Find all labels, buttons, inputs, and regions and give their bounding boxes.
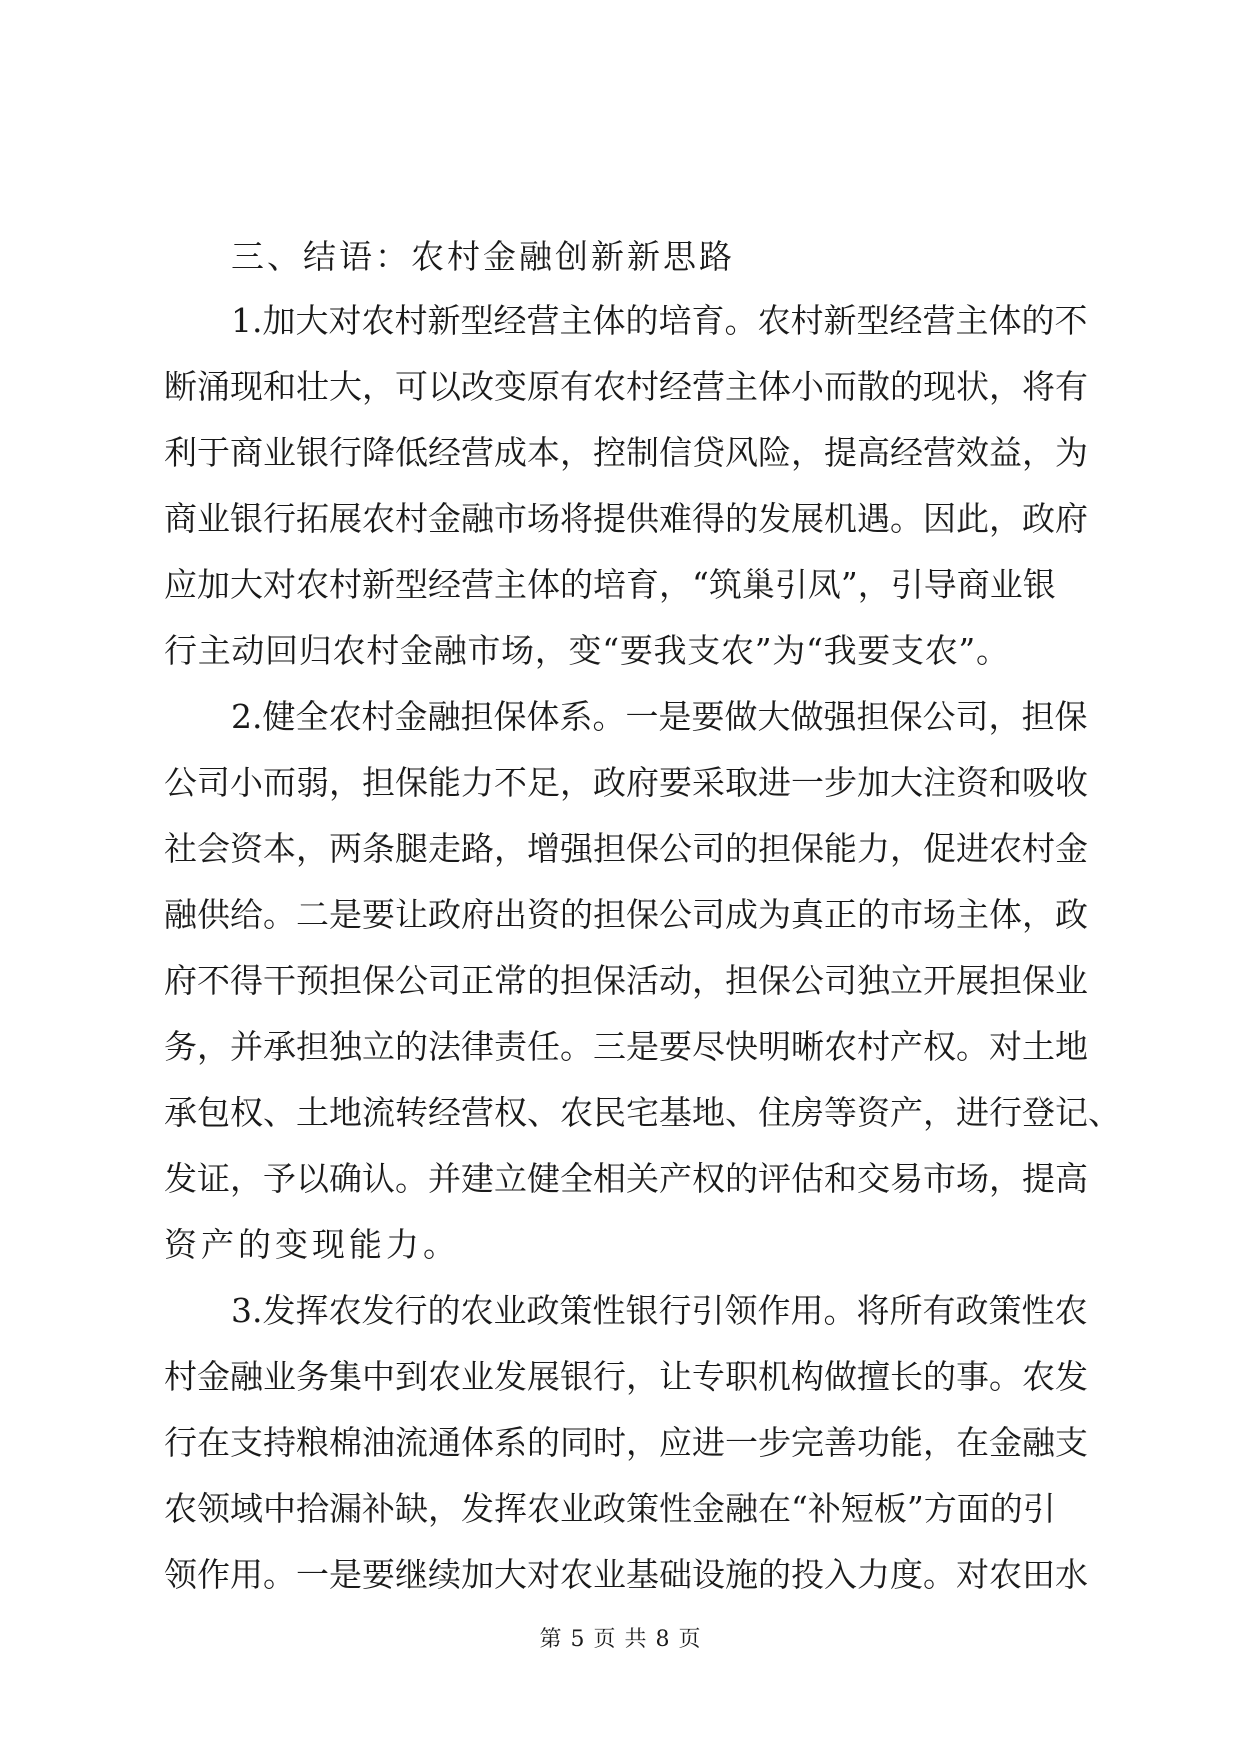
paragraph-2-line-1: 2.健全农村金融担保体系。一是要做大做强担保公司，担保 xyxy=(231,697,1088,736)
paragraph-3-line-3: 行在支持粮棉油流通体系的同时，应进一步完善功能，在金融支 xyxy=(164,1423,1088,1462)
paragraph-3-line-1: 3.发挥农发行的农业政策性银行引领作用。将所有政策性农 xyxy=(231,1291,1088,1330)
paragraph-2-line-5: 府不得干预担保公司正常的担保活动，担保公司独立开展担保业 xyxy=(164,961,1088,1000)
paragraph-1-line-1: 1.加大对农村新型经营主体的培育。农村新型经营主体的不 xyxy=(231,301,1088,340)
paragraph-1-line-4: 商业银行拓展农村金融市场将提供难得的发展机遇。因此，政府 xyxy=(164,499,1088,538)
paragraph-1-line-2: 断涌现和壮大，可以改变原有农村经营主体小而散的现状，将有 xyxy=(164,367,1088,406)
paragraph-2-line-3: 社会资本，两条腿走路，增强担保公司的担保能力，促进农村金 xyxy=(164,829,1088,868)
paragraph-3-line-4: 农领域中拾漏补缺，发挥农业政策性金融在“补短板”方面的引 xyxy=(164,1489,1056,1528)
paragraph-1-line-6: 行主动回归农村金融市场，变“要我支农”为“我要支农”。 xyxy=(164,631,1009,670)
page-number-footer: 第 5 页 共 8 页 xyxy=(539,1627,702,1652)
section-heading: 三、结语：农村金融创新新思路 xyxy=(231,237,735,276)
paragraph-1-line-3: 利于商业银行降低经营成本，控制信贷风险，提高经营效益，为 xyxy=(164,433,1088,472)
paragraph-2-line-8: 发证，予以确认。并建立健全相关产权的评估和交易市场，提高 xyxy=(164,1159,1088,1198)
paragraph-2-line-6: 务，并承担独立的法律责任。三是要尽快明晰农村产权。对土地 xyxy=(164,1027,1088,1066)
paragraph-2-line-9: 资产的变现能力。 xyxy=(164,1225,460,1264)
paragraph-2-line-7: 承包权、土地流转经营权、农民宅基地、住房等资产，进行登记、 xyxy=(164,1093,1121,1132)
paragraph-2-line-4: 融供给。二是要让政府出资的担保公司成为真正的市场主体，政 xyxy=(164,895,1088,934)
paragraph-3-line-5: 领作用。一是要继续加大对农业基础设施的投入力度。对农田水 xyxy=(164,1555,1088,1594)
paragraph-3-line-2: 村金融业务集中到农业发展银行，让专职机构做擅长的事。农发 xyxy=(164,1357,1088,1396)
paragraph-2-line-2: 公司小而弱，担保能力不足，政府要采取进一步加大注资和吸收 xyxy=(164,763,1088,802)
paragraph-1-line-5: 应加大对农村新型经营主体的培育，“筑巢引凤”，引导商业银 xyxy=(164,565,1056,604)
